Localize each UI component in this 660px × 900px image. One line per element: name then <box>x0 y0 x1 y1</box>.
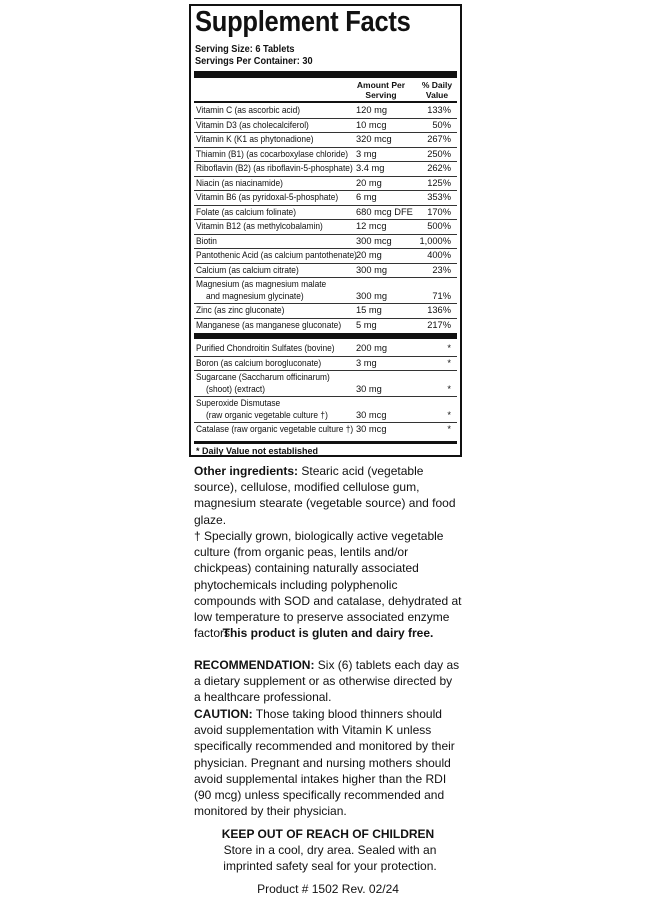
row-name: Niacin (as niacinamide) <box>196 177 283 188</box>
row-name: Pantothenic Acid (as calcium pantothenate) <box>196 250 357 260</box>
row-amount: 5 mg <box>356 319 377 330</box>
row-name: Vitamin D3 (as cholecalciferol) <box>196 119 309 130</box>
table-row <box>196 190 455 205</box>
table-row <box>196 248 455 263</box>
row-amount: 300 mg <box>356 291 388 301</box>
bottom-rule <box>194 441 457 444</box>
row-name: Manganese (as manganese gluconate) <box>196 319 342 330</box>
row-amount: 20 mg <box>356 250 382 260</box>
row-name: Vitamin B6 (as pyridoxal-5-phosphate) <box>196 192 339 202</box>
row-dv: * <box>447 343 451 353</box>
table-row <box>196 219 455 234</box>
row-amount: 30 mg <box>356 384 382 394</box>
thick-rule <box>194 71 457 78</box>
caution-text: Those taking blood thinners should avoid supplementation with Vitamin K unless specifically recommended and monitored by their physician. Pregnant and nursing mothers should avoid supplemental intakes higher than the RDI (90 mcg) unless specifically recommended and monitored by their physician. <box>194 707 455 819</box>
row-name-cont: (raw organic vegetable culture †) <box>206 410 328 420</box>
rec-text: Six (6) tablets each day as a dietary supplement or as otherwise directed by a healthcare professional. <box>194 658 460 705</box>
row-dv: 400% <box>427 250 451 260</box>
row-name: Catalase (raw organic vegetable culture †) <box>196 424 354 434</box>
row-name: Vitamin C (as ascorbic acid) <box>196 105 301 115</box>
row-name: Folate (as calcium folinate) <box>196 206 296 217</box>
amount-header <box>351 80 411 100</box>
row-name: Magnesium (as magnesium malate <box>196 279 327 289</box>
servings-per-container: Servings Per Container: 30 <box>195 56 313 67</box>
table-row <box>196 370 455 396</box>
row-name: Thiamin (B1) (as cocarboxylase chloride) <box>196 148 349 159</box>
other-ingredients <box>194 463 462 528</box>
table-row <box>196 176 455 191</box>
row-name: Vitamin K (K1 as phytonadione) <box>196 134 314 144</box>
table-row <box>196 132 455 147</box>
row-dv: 125% <box>427 177 451 188</box>
row-amount: 120 mg <box>356 105 388 115</box>
row-dv: 136% <box>427 305 451 315</box>
table-row <box>196 234 455 249</box>
row-dv: 23% <box>432 264 451 275</box>
row-amount: 12 mcg <box>356 221 387 231</box>
table-row <box>196 318 455 333</box>
row-dv: 500% <box>427 221 451 231</box>
row-amount: 10 mcg <box>356 119 387 130</box>
caution-label: CAUTION: <box>194 707 253 721</box>
keep-out-warning: KEEP OUT OF REACH OF CHILDREN <box>221 827 435 841</box>
storage-text: Store in a cool, dry area. Sealed with an imprinted safety seal for your protection. <box>223 843 437 874</box>
row-name: Biotin <box>196 235 217 246</box>
row-dv: 170% <box>427 206 451 217</box>
table-row <box>196 263 455 278</box>
row-name: Vitamin B12 (as methylcobalamin) <box>196 221 323 231</box>
row-name: Calcium (as calcium citrate) <box>196 264 299 275</box>
panel-title: Supplement Facts <box>195 6 411 38</box>
table-row <box>196 103 455 118</box>
row-dv: 353% <box>427 192 451 202</box>
table-row <box>196 341 455 356</box>
row-dv: 1,000% <box>419 235 451 246</box>
row-dv: 50% <box>432 119 451 130</box>
table-row <box>196 118 455 133</box>
row-dv: * <box>447 424 451 434</box>
recommendation <box>194 657 462 706</box>
row-dv: * <box>447 410 451 420</box>
row-dv: 267% <box>427 134 451 144</box>
row-dv: * <box>447 384 451 394</box>
row-amount: 30 mcg <box>356 410 387 420</box>
row-name: Boron (as calcium borogluconate) <box>196 357 322 368</box>
row-amount: 3.4 mg <box>356 163 385 173</box>
row-amount: 300 mg <box>356 264 388 275</box>
row-amount: 200 mg <box>356 343 388 353</box>
table-row <box>196 396 455 422</box>
row-name: Riboflavin (B2) (as riboflavin-5-phosphate) <box>196 163 353 173</box>
table-row <box>196 356 455 371</box>
row-name-cont: and magnesium glycinate) <box>206 291 304 301</box>
table-row <box>196 277 455 303</box>
row-dv: 217% <box>427 319 451 330</box>
table-row <box>196 422 455 437</box>
row-dv: 262% <box>427 163 451 173</box>
caution <box>194 706 462 819</box>
row-dv: 133% <box>427 105 451 115</box>
row-amount: 3 mg <box>356 148 377 159</box>
row-amount: 320 mcg <box>356 134 392 144</box>
row-name: Zinc (as zinc gluconate) <box>196 305 285 315</box>
dv-header <box>415 80 459 100</box>
gluten-statement: This product is gluten and dairy free. <box>222 626 434 640</box>
row-amount: 30 mcg <box>356 424 387 434</box>
amount-header-line1: Amount Per <box>356 80 406 90</box>
row-dv: 250% <box>427 148 451 159</box>
row-name: Sugarcane (Saccharum officinarum) <box>196 372 330 382</box>
row-amount: 15 mg <box>356 305 382 315</box>
rec-label: RECOMMENDATION: <box>194 658 315 672</box>
other-text: Stearic acid (vegetable source), cellulose, modified cellulose gum, magnesium stearate (vegetable source) and food glaze. <box>194 464 456 527</box>
product-number: Product # 1502 Rev. 02/24 <box>257 882 399 896</box>
section-rule <box>194 333 457 339</box>
supplement-facts-panel <box>189 4 462 457</box>
row-name: Purified Chondroitin Sulfates (bovine) <box>196 343 335 353</box>
row-amount: 680 mcg DFE <box>356 206 413 217</box>
row-name-cont: (shoot) (extract) <box>206 384 266 394</box>
row-amount: 6 mg <box>356 192 377 202</box>
table-row <box>196 303 455 318</box>
amount-header-line2: Serving <box>365 90 397 100</box>
row-dv: * <box>447 357 451 368</box>
dv-header-line2: Value <box>425 90 449 100</box>
dv-header-line1: % Daily <box>421 80 453 90</box>
other-label: Other ingredients: <box>194 464 299 478</box>
table-row <box>196 147 455 162</box>
footnote: * Daily Value not established <box>196 446 319 456</box>
row-amount: 3 mg <box>356 357 377 368</box>
table-row <box>196 205 455 220</box>
row-amount: 20 mg <box>356 177 382 188</box>
row-name: Superoxide Dismutase <box>196 398 281 408</box>
dagger-note: † Specially grown, biologically active vegetable culture (from organic peas, lentils and/or chickpeas) containing naturally associated phytochemicals including polyphenolic compounds with SOD and catalase, dehydrated at low temperature to preserve associated enzyme factors. <box>194 529 462 641</box>
row-amount: 300 mcg <box>356 235 392 246</box>
row-dv: 71% <box>432 291 451 301</box>
serving-size: Serving Size: 6 Tablets <box>195 44 295 55</box>
table-row <box>196 161 455 176</box>
